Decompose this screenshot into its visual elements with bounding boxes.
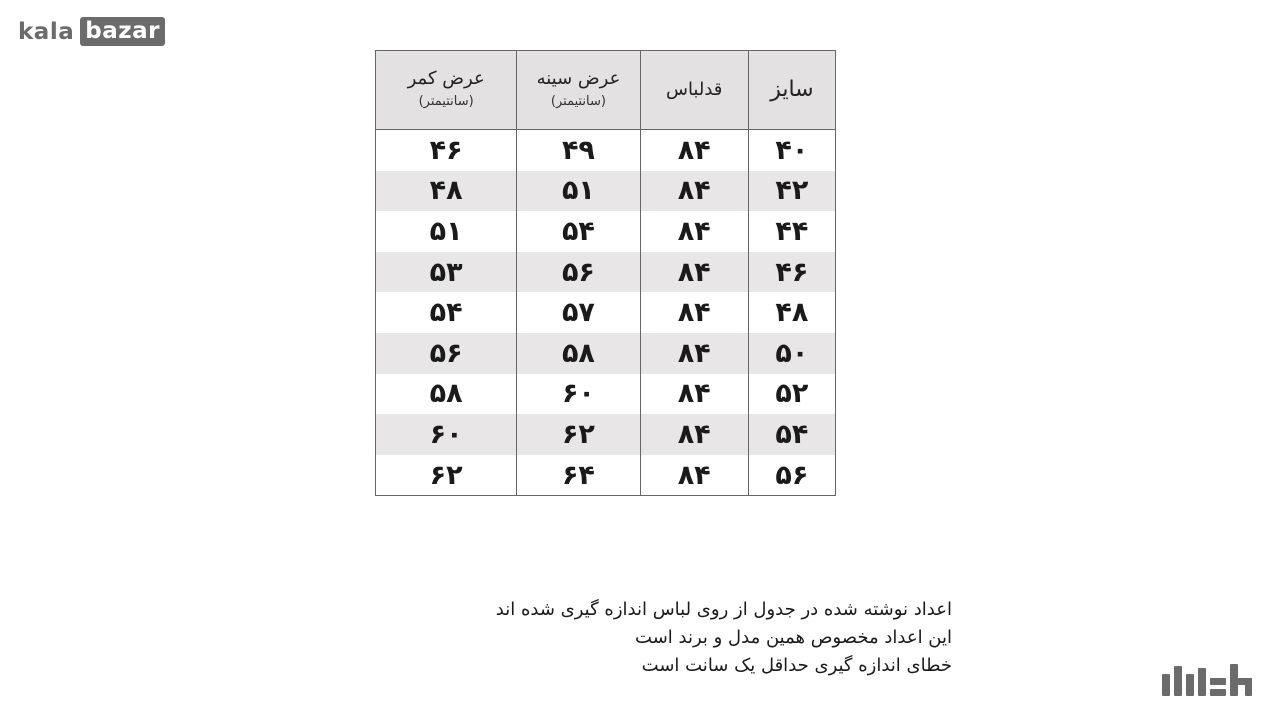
cell-size: ۴۸: [748, 292, 835, 333]
cell-chest: ۶۰: [517, 374, 640, 415]
cell-chest: ۵۱: [517, 171, 640, 212]
table-row: [376, 130, 836, 171]
cell-length: ۸۴: [640, 374, 748, 415]
note-line: خطای اندازه گیری حداقل یک سانت است: [641, 655, 952, 676]
cell-size: ۵۶: [748, 455, 835, 496]
note-line: اعداد نوشته شده در جدول از روی لباس اندازه گیری شده اند: [495, 599, 952, 620]
header-length: [640, 51, 748, 130]
cell-chest: ۶۲: [517, 414, 640, 455]
table-row: [376, 292, 836, 333]
cell-waist: ۵۳: [376, 252, 517, 293]
cell-waist: ۶۲: [376, 455, 517, 496]
cell-waist: ۴۸: [376, 171, 517, 212]
logo-kala-text: kala: [18, 18, 75, 45]
cell-size: ۴۲: [748, 171, 835, 212]
cell-chest: ۵۸: [517, 333, 640, 374]
cell-waist: ۴۶: [376, 130, 517, 171]
cell-length: ۸۴: [640, 333, 748, 374]
size-chart-table: [375, 50, 836, 496]
cell-length: ۸۴: [640, 292, 748, 333]
table-row: [376, 211, 836, 252]
logo-bazar-text: bazar: [80, 17, 165, 46]
table-row: [376, 171, 836, 212]
table-row: [376, 252, 836, 293]
cell-length: ۸۴: [640, 252, 748, 293]
table-row: [376, 414, 836, 455]
cell-size: ۵۴: [748, 414, 835, 455]
header-chest-unit: (سانتیمتر): [550, 94, 606, 109]
cell-waist: ۵۴: [376, 292, 517, 333]
cell-chest: ۵۶: [517, 252, 640, 293]
table-row: [376, 455, 836, 496]
table-row: [376, 333, 836, 374]
header-chest-label: عرض سینه: [536, 68, 621, 89]
cell-length: ۸۴: [640, 130, 748, 171]
cell-size: ۴۰: [748, 130, 835, 171]
cell-size: ۴۶: [748, 252, 835, 293]
cell-chest: ۴۹: [517, 130, 640, 171]
header-size-label: سایز: [770, 77, 814, 102]
cell-length: ۸۴: [640, 414, 748, 455]
table-header-row: [376, 51, 836, 130]
header-waist-unit: (سانتیمتر): [418, 94, 474, 109]
measurement-notes: [430, 596, 952, 680]
header-waist-label: عرض کمر: [407, 68, 485, 89]
note-line: این اعداد مخصوص همین مدل و برند است: [635, 627, 952, 648]
cell-length: ۸۴: [640, 171, 748, 212]
cell-size: ۴۴: [748, 211, 835, 252]
cell-chest: ۶۴: [517, 455, 640, 496]
cell-length: ۸۴: [640, 211, 748, 252]
cell-waist: ۵۱: [376, 211, 517, 252]
kalabazar-persian-logo-icon: [1160, 660, 1256, 700]
table-row: [376, 374, 836, 415]
cell-size: ۵۰: [748, 333, 835, 374]
cell-size: ۵۲: [748, 374, 835, 415]
cell-waist: ۶۰: [376, 414, 517, 455]
header-waist: [376, 51, 517, 130]
header-size: [748, 51, 835, 130]
header-chest: [517, 51, 640, 130]
kalabazar-logo[interactable]: [18, 17, 165, 46]
cell-waist: ۵۸: [376, 374, 517, 415]
cell-chest: ۵۷: [517, 292, 640, 333]
cell-waist: ۵۶: [376, 333, 517, 374]
header-length-label: قدلباس: [665, 79, 723, 100]
cell-length: ۸۴: [640, 455, 748, 496]
cell-chest: ۵۴: [517, 211, 640, 252]
kalabazar-persian-logo-svg: [1160, 660, 1256, 700]
